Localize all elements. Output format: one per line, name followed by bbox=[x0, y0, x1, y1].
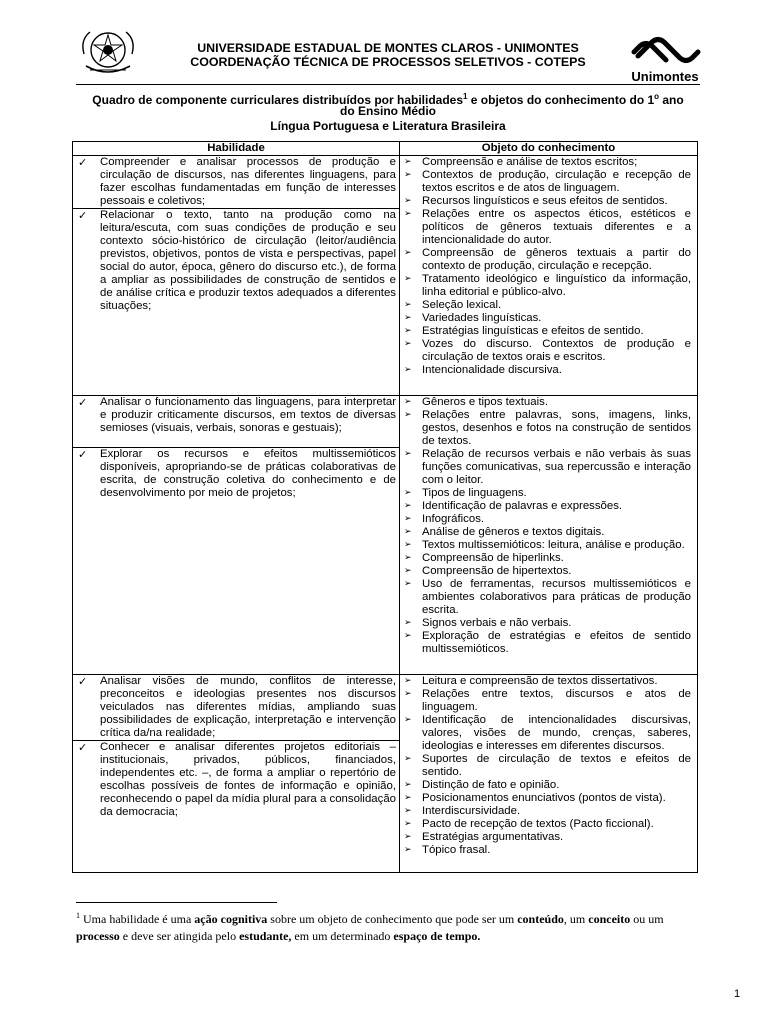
skill-cell bbox=[73, 741, 400, 873]
arrow-bullet-icon: ➢ bbox=[404, 170, 412, 180]
object-text: Seleção lexical. bbox=[422, 299, 502, 311]
unimontes-logo bbox=[620, 34, 710, 84]
page-header bbox=[76, 26, 700, 84]
checkmark-icon: ✓ bbox=[78, 448, 88, 461]
arrow-bullet-icon: ➢ bbox=[404, 579, 412, 589]
object-item bbox=[404, 831, 691, 844]
page-number: 1 bbox=[734, 988, 741, 1000]
footnote-bold: conceito bbox=[588, 912, 631, 926]
institution-name: UNIVERSIDADE ESTADUAL DE MONTES CLAROS - UNIMONTES bbox=[197, 41, 579, 55]
checkmark-icon: ✓ bbox=[78, 396, 88, 409]
object-text: Vozes do discurso. Contextos de produção e circulação de textos orais e escritos. bbox=[422, 338, 691, 363]
footnote-text: em um determinado bbox=[291, 929, 394, 943]
object-item bbox=[404, 513, 691, 526]
object-item bbox=[404, 779, 691, 792]
skill-cell bbox=[73, 675, 400, 741]
arrow-bullet-icon: ➢ bbox=[404, 248, 412, 258]
object-text: Compreensão de hiperlinks. bbox=[422, 552, 564, 564]
title-text: ano bbox=[659, 93, 684, 107]
header-divider bbox=[76, 84, 700, 85]
object-item bbox=[404, 338, 691, 364]
object-item bbox=[404, 792, 691, 805]
arrow-bullet-icon: ➢ bbox=[404, 527, 412, 537]
object-item bbox=[404, 805, 691, 818]
object-item bbox=[404, 247, 691, 273]
footnote bbox=[76, 907, 700, 945]
arrow-bullet-icon: ➢ bbox=[404, 501, 412, 511]
arrow-bullet-icon: ➢ bbox=[404, 819, 412, 829]
department-name: COORDENAÇÃO TÉCNICA DE PROCESSOS SELETIVOS - COTEPS bbox=[190, 55, 586, 69]
object-item bbox=[404, 299, 691, 312]
skill-cell bbox=[73, 209, 400, 396]
object-text: Recursos linguísticos e seus efeitos de sentidos. bbox=[422, 195, 668, 207]
object-text: Interdiscursividade. bbox=[422, 805, 521, 817]
object-text: Suportes de circulação de textos e efeitos de sentido. bbox=[422, 753, 691, 778]
object-item bbox=[404, 714, 691, 753]
object-item bbox=[404, 487, 691, 500]
object-text: Intencionalidade discursiva. bbox=[422, 364, 562, 376]
arrow-bullet-icon: ➢ bbox=[404, 832, 412, 842]
object-text: Identificação de intencionalidades discursivas, valores, visões de mundo, crenças, saberes, ideologias e interesses em diferentes discursos. bbox=[422, 714, 691, 752]
object-text: Gêneros e tipos textuais. bbox=[422, 396, 548, 408]
arrow-bullet-icon: ➢ bbox=[404, 196, 412, 206]
skill-item bbox=[73, 448, 399, 500]
arrow-bullet-icon: ➢ bbox=[404, 754, 412, 764]
unimontes-logo-icon bbox=[620, 34, 710, 66]
object-text: Distinção de fato e opinião. bbox=[422, 779, 560, 791]
object-item bbox=[404, 578, 691, 617]
object-item bbox=[404, 688, 691, 714]
table-row bbox=[73, 675, 698, 741]
object-item bbox=[404, 526, 691, 539]
objects-cell bbox=[400, 675, 698, 873]
object-item bbox=[404, 617, 691, 630]
arrow-bullet-icon: ➢ bbox=[404, 689, 412, 699]
arrow-bullet-icon: ➢ bbox=[404, 313, 412, 323]
skill-item bbox=[73, 209, 399, 313]
object-item bbox=[404, 409, 691, 448]
skill-cell bbox=[73, 396, 400, 448]
arrow-bullet-icon: ➢ bbox=[404, 566, 412, 576]
subject-title: Língua Portuguesa e Literatura Brasileira bbox=[270, 119, 506, 133]
object-text: Tratamento ideológico e linguístico da informação, linha editorial e público-alvo. bbox=[422, 273, 691, 298]
skill-cell bbox=[73, 156, 400, 209]
object-item bbox=[404, 630, 691, 656]
curriculum-table bbox=[72, 141, 698, 873]
checkmark-icon: ✓ bbox=[78, 675, 88, 688]
skill-item bbox=[73, 675, 399, 740]
skill-text: Analisar visões de mundo, conflitos de interesse, preconceitos e ideologias presentes nos discursos veiculados nas diferentes mídias, ampliando suas possibilidades de explicação, interpretação e intervenção crítica da/na realidade; bbox=[100, 675, 396, 739]
footnote-bold: espaço de tempo. bbox=[393, 929, 481, 943]
skill-text: Analisar o funcionamento das linguagens, para interpretar e produzir criticamente discursos, em textos de diversas semioses (visuais, verbais, sonoras e gestuais); bbox=[100, 396, 396, 434]
object-text: Análise de gêneros e textos digitais. bbox=[422, 526, 605, 538]
arrow-bullet-icon: ➢ bbox=[404, 631, 412, 641]
title-text: Quadro de componente curriculares distribuídos por habilidades bbox=[92, 93, 464, 107]
object-item bbox=[404, 500, 691, 513]
object-item bbox=[404, 844, 691, 857]
footnote-ref: 1 bbox=[463, 92, 468, 101]
object-text: Textos multissemióticos: leitura, análise e produção. bbox=[422, 539, 685, 551]
arrow-bullet-icon: ➢ bbox=[404, 397, 412, 407]
object-text: Compreensão e análise de textos escritos; bbox=[422, 156, 638, 168]
object-item bbox=[404, 156, 691, 169]
object-text: Signos verbais e não verbais. bbox=[422, 617, 572, 629]
logo-text: Unimontes bbox=[631, 69, 699, 84]
objects-list bbox=[400, 396, 697, 656]
table-header-row bbox=[73, 142, 698, 156]
footnote-bold: conteúdo bbox=[517, 912, 564, 926]
title-text: e objetos do conhecimento do 1 bbox=[467, 93, 655, 107]
arrow-bullet-icon: ➢ bbox=[404, 449, 412, 459]
object-text: Relações entre textos, discursos e atos de linguagem. bbox=[422, 688, 691, 713]
object-item bbox=[404, 396, 691, 409]
footnote-text: , um bbox=[563, 912, 589, 926]
object-text: Exploração de estratégias e efeitos de sentido multissemióticos. bbox=[422, 630, 691, 655]
object-text: Estratégias argumentativas. bbox=[422, 831, 564, 843]
arrow-bullet-icon: ➢ bbox=[404, 780, 412, 790]
arrow-bullet-icon: ➢ bbox=[404, 553, 412, 563]
objects-cell bbox=[400, 396, 698, 675]
object-item bbox=[404, 208, 691, 247]
footnote-text: ou um bbox=[630, 912, 664, 926]
arrow-bullet-icon: ➢ bbox=[404, 410, 412, 420]
document-title-line2: do Ensino Médio bbox=[340, 104, 436, 118]
checkmark-icon: ✓ bbox=[78, 741, 88, 754]
arrow-bullet-icon: ➢ bbox=[404, 618, 412, 628]
arrow-bullet-icon: ➢ bbox=[404, 514, 412, 524]
object-item bbox=[404, 448, 691, 487]
object-text: Relações entre palavras, sons, imagens, links, gestos, desenhos e fotos na construção de sentidos de textos. bbox=[422, 409, 691, 447]
table-row bbox=[73, 396, 698, 448]
object-text: Contextos de produção, circulação e recepção de textos escritos e de atos de linguagem. bbox=[422, 169, 691, 194]
object-text: Estratégias linguísticas e efeitos de sentido. bbox=[422, 325, 644, 337]
checkmark-icon: ✓ bbox=[78, 209, 88, 222]
skill-text: Explorar os recursos e efeitos multissemióticos disponíveis, apropriando-se de práticas colaborativas de escrita, de construção coletiva do conhecimento e de desenvolvimento por meio de projetos; bbox=[100, 448, 396, 499]
object-item bbox=[404, 539, 691, 552]
arrow-bullet-icon: ➢ bbox=[404, 339, 412, 349]
footnote-number: 1 bbox=[76, 911, 80, 920]
arrow-bullet-icon: ➢ bbox=[404, 793, 412, 803]
object-item bbox=[404, 675, 691, 688]
arrow-bullet-icon: ➢ bbox=[404, 715, 412, 725]
object-text: Relação de recursos verbais e não verbais às suas funções comunicativas, sua repercussão e interação com o leitor. bbox=[422, 448, 691, 486]
objects-list bbox=[400, 156, 697, 377]
arrow-bullet-icon: ➢ bbox=[404, 209, 412, 219]
footnote-bold: processo bbox=[76, 929, 120, 943]
object-text: Compreensão de gêneros textuais a partir do contexto de produção, circulação e recepção. bbox=[422, 247, 691, 272]
object-text: Tópico frasal. bbox=[422, 844, 491, 856]
object-item bbox=[404, 552, 691, 565]
object-item bbox=[404, 195, 691, 208]
footnote-divider bbox=[76, 902, 277, 903]
arrow-bullet-icon: ➢ bbox=[404, 488, 412, 498]
objects-list bbox=[400, 675, 697, 857]
skill-text: Relacionar o texto, tanto na produção como na leitura/escuta, com suas condições de produção e seu contexto sócio-histórico de circulação (leitor/audiência previstos, objetivos, pontos de vista e perspectivas, papel social do autor, época, gênero do discurso etc.), de forma a ampliar as possibilidades de construção de sentidos e de análise crítica e produzir textos adequados a diferentes situações; bbox=[100, 209, 396, 312]
checkmark-icon: ✓ bbox=[78, 156, 88, 169]
object-item bbox=[404, 565, 691, 578]
footnote-text: sobre um objeto de conhecimento que pode ser um bbox=[267, 912, 518, 926]
object-text: Posicionamentos enunciativos (pontos de vista). bbox=[422, 792, 666, 804]
arrow-bullet-icon: ➢ bbox=[404, 845, 412, 855]
object-text: Infográficos. bbox=[422, 513, 485, 525]
object-text: Variedades linguísticas. bbox=[422, 312, 542, 324]
object-item bbox=[404, 818, 691, 831]
arrow-bullet-icon: ➢ bbox=[404, 540, 412, 550]
footnote-text: e deve ser atingida pelo bbox=[119, 929, 240, 943]
object-text: Identificação de palavras e expressões. bbox=[422, 500, 623, 512]
arrow-bullet-icon: ➢ bbox=[404, 365, 412, 375]
arrow-bullet-icon: ➢ bbox=[404, 806, 412, 816]
footnote-bold: estudante, bbox=[239, 929, 292, 943]
objects-cell bbox=[400, 156, 698, 396]
object-item bbox=[404, 364, 691, 377]
header-objeto: Objeto do conhecimento bbox=[400, 142, 698, 156]
object-text: Leitura e compreensão de textos dissertativos. bbox=[422, 675, 658, 687]
arrow-bullet-icon: ➢ bbox=[404, 157, 412, 167]
object-item bbox=[404, 753, 691, 779]
table-row bbox=[73, 156, 698, 209]
skill-text: Compreender e analisar processos de produção e circulação de discursos, nas diferentes linguagens, para fazer escolhas fundamentadas em função de interesses pessoais e coletivos; bbox=[100, 156, 396, 207]
ordinal-indicator: o bbox=[654, 92, 660, 101]
skill-cell bbox=[73, 448, 400, 675]
object-text: Compreensão de hipertextos. bbox=[422, 565, 572, 577]
arrow-bullet-icon: ➢ bbox=[404, 676, 412, 686]
arrow-bullet-icon: ➢ bbox=[404, 300, 412, 310]
object-text: Tipos de linguagens. bbox=[422, 487, 527, 499]
skill-item bbox=[73, 396, 399, 435]
footnote-bold: ação cognitiva bbox=[194, 912, 268, 926]
object-text: Uso de ferramentas, recursos multissemióticos e ambientes colaborativos para práticas de produção escrita. bbox=[422, 578, 691, 616]
object-text: Relações entre os aspectos éticos, estéticos e políticos de gêneros textuais diferentes e a intencionalidade do autor. bbox=[422, 208, 691, 246]
object-item bbox=[404, 325, 691, 338]
skill-item bbox=[73, 741, 399, 819]
arrow-bullet-icon: ➢ bbox=[404, 326, 412, 336]
object-item bbox=[404, 273, 691, 299]
header-habilidade: Habilidade bbox=[73, 142, 400, 156]
arrow-bullet-icon: ➢ bbox=[404, 274, 412, 284]
skill-text: Conhecer e analisar diferentes projetos editoriais – institucionais, privados, públicos, financiados, independentes etc. –, de forma a ampliar o repertório de escolhas possíveis de fontes de informação e opinião, reconhecendo o papel da mídia plural para a consolidação da democracia; bbox=[100, 741, 396, 818]
object-item bbox=[404, 312, 691, 325]
object-item bbox=[404, 169, 691, 195]
object-text: Pacto de recepção de textos (Pacto ficcional). bbox=[422, 818, 654, 830]
footnote-text: Uma habilidade é uma bbox=[80, 912, 195, 926]
skill-item bbox=[73, 156, 399, 208]
